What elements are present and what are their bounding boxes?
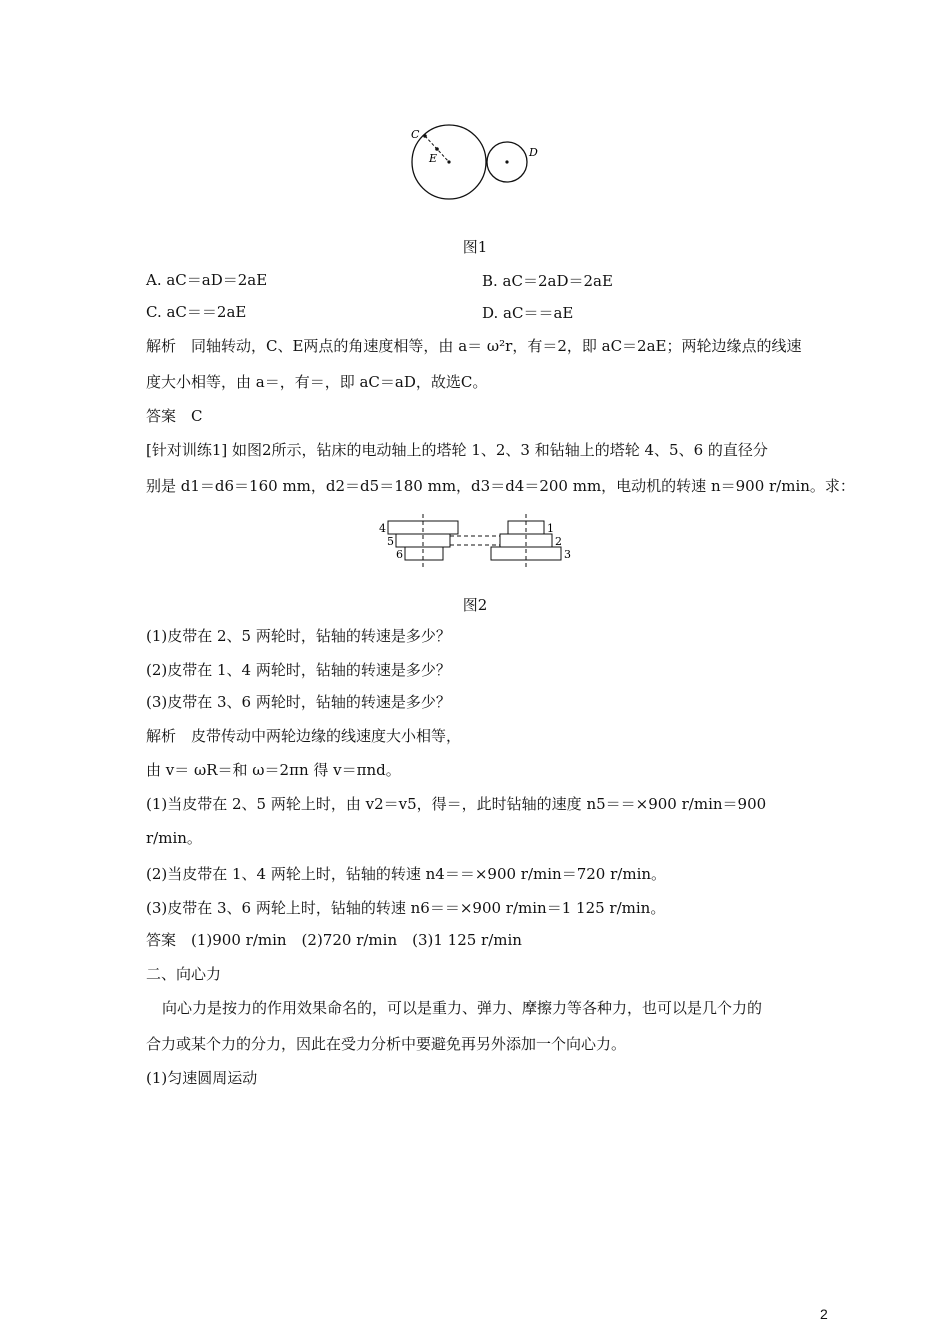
label-3: 3 — [564, 548, 571, 561]
section-2-paragraph-2: 合力或某个力的分力，因此在受力分析中要避免再另外添加一个向心力。 — [146, 1035, 627, 1053]
label-5: 5 — [387, 535, 394, 548]
section-2-heading: 二、向心力 — [146, 965, 222, 983]
label-6: 6 — [396, 548, 403, 561]
option-b: B. aC＝2aD＝2aE — [482, 272, 613, 290]
analysis-2-step-1a: (1)当皮带在 2、5 两轮上时，由 v2＝v5，得＝，此时钻轴的速度 n5＝＝×900 r/min＝900 — [146, 795, 767, 813]
label-e: E — [429, 152, 438, 165]
answer-2: 答案 (1)900 r/min (2)720 r/min (3)1 125 r/min — [146, 931, 522, 949]
analysis-1-line-2: 度大小相等，由 a＝，有＝，即 aC＝aD，故选C。 — [146, 373, 488, 391]
training-line-1: [针对训练1] 如图2所示，钻床的电动轴上的塔轮 1、2、3 和钻轴上的塔轮 4、5、6 的直径分 — [146, 441, 768, 459]
label-1: 1 — [547, 522, 554, 535]
label-d: D — [529, 146, 538, 159]
analysis-2-line-1: 解析 皮带传动中两轮边缘的线速度大小相等， — [146, 727, 462, 745]
analysis-2-line-2: 由 v＝ ωR＝和 ω＝2πn 得 v＝πnd。 — [146, 761, 401, 779]
question-3: (3)皮带在 3、6 两轮时，钻轴的转速是多少？ — [146, 693, 451, 711]
page-number: 2 — [820, 1306, 828, 1322]
figure-1-caption: 图1 — [462, 238, 488, 256]
figure-2-caption: 图2 — [462, 596, 488, 614]
option-d: D. aC＝＝aE — [482, 304, 574, 322]
label-2: 2 — [555, 535, 562, 548]
label-4: 4 — [379, 522, 386, 535]
section-2-paragraph-1: 向心力是按力的作用效果命名的，可以是重力、弹力、摩擦力等各种力，也可以是几个力的 — [162, 999, 763, 1017]
question-1: (1)皮带在 2、5 两轮时，钻轴的转速是多少？ — [146, 627, 451, 645]
analysis-2-step-1b: r/min。 — [146, 829, 202, 847]
analysis-2-step-2: (2)当皮带在 1、4 两轮上时，钻轴的转速 n4＝＝×900 r/min＝720 r/min。 — [146, 865, 667, 883]
figure-2-diagram — [374, 512, 578, 568]
figure-1-diagram — [400, 120, 560, 210]
option-a: A. aC＝aD＝2aE — [146, 271, 268, 289]
training-line-2: 别是 d1＝d6＝160 mm，d2＝d5＝180 mm，d3＝d4＝200 mm，电动机的转速 n＝900 r/min。求： — [146, 477, 855, 495]
label-c: C — [411, 128, 420, 141]
answer-1: 答案 C — [146, 407, 203, 425]
question-2: (2)皮带在 1、4 两轮时，钻轴的转速是多少？ — [146, 661, 451, 679]
analysis-1-line-1: 解析 同轴转动，C、E两点的角速度相等，由 a＝ ω²r，有＝2，即 aC＝2aE；两轮边缘点的线速 — [146, 337, 802, 355]
section-2-item-1: (1)匀速圆周运动 — [146, 1069, 258, 1087]
analysis-2-step-3: (3)皮带在 3、6 两轮上时，钻轴的转速 n6＝＝×900 r/min＝1 125 r/min。 — [146, 899, 666, 917]
option-c: C. aC＝＝2aE — [146, 303, 247, 321]
